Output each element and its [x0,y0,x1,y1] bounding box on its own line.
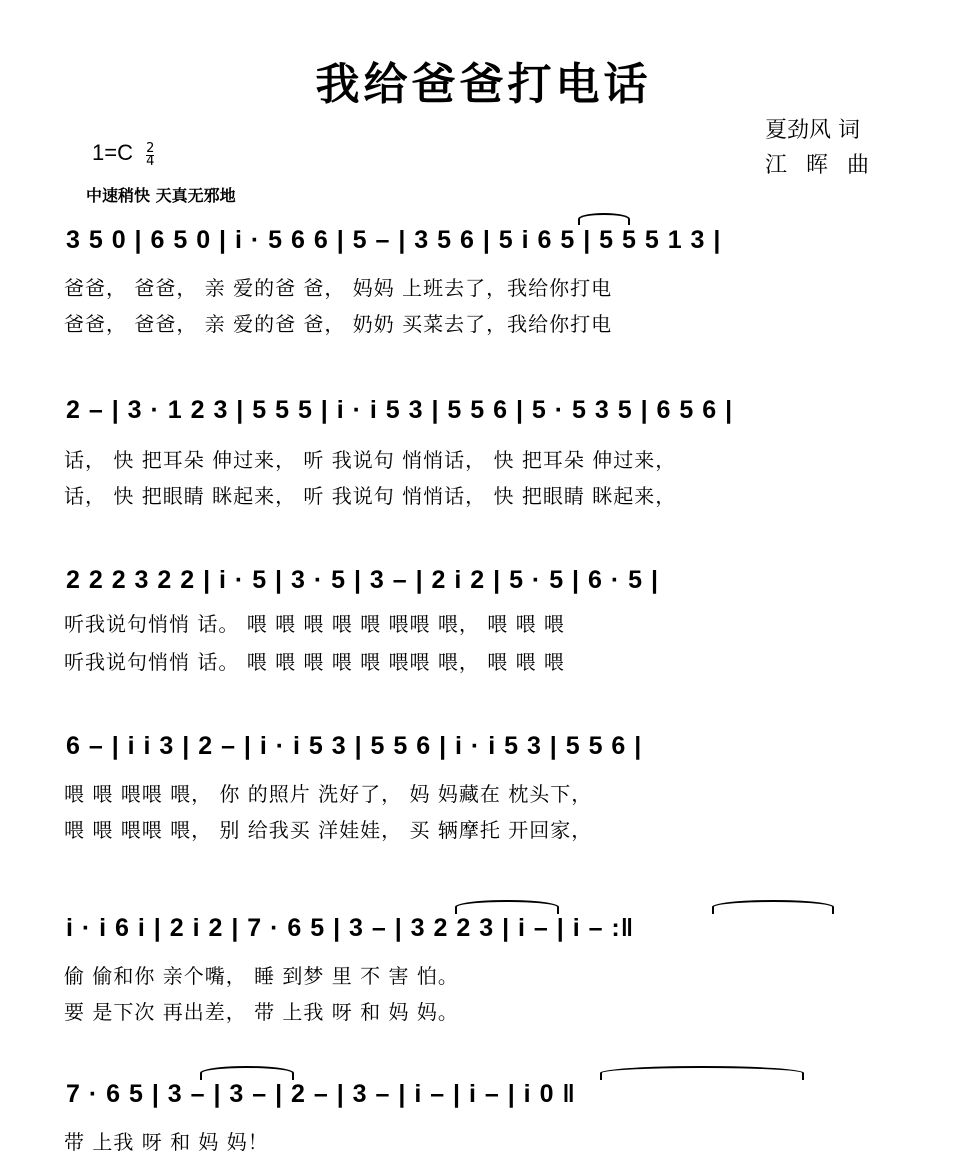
tie-slur [578,213,630,225]
song-title: 我给爸爸打电话 [315,59,652,110]
notation-line-3: 2 2 2 3 2 2 | i · 5 | 3 · 5 | 3 – | 2 i 2 | 5 · 5 | 6 · 5 | [66,566,659,594]
lyrics-line-3-verse-2: 听我说句悄悄 话。 喂 喂 喂 喂 喂 喂喂 喂， 喂 喂 喂 [64,650,565,674]
lyrics-line-6-verse-1: 带 上我 呀 和 妈 妈！ [64,1130,269,1154]
lyrics-line-4-verse-2: 喂 喂 喂喂 喂， 别 给我买 洋娃娃， 买 辆摩托 开回家， [64,818,593,842]
lyrics-line-1-verse-1: 爸爸， 爸爸， 亲 爱的爸 爸， 妈妈 上班去了，我给你打电 [64,276,613,300]
tie-slur [600,1066,804,1080]
meter-top: 2 [146,141,155,156]
lyrics-line-2-verse-2: 话， 快 把眼睛 眯起来， 听 我说句 悄悄话， 快 把眼睛 眯起来， [64,484,677,508]
tie-slur [200,1066,294,1080]
time-signature [146,143,154,168]
key-signature [92,140,154,168]
lyrics-line-2-verse-1: 话， 快 把耳朵 伸过来， 听 我说句 悄悄话， 快 把耳朵 伸过来， [64,448,677,472]
meter-bottom: 4 [146,154,155,169]
key-label: 1=C [92,140,133,165]
notation-line-6: 7 · 6 5 | 3 – | 3 – | 2 – | 3 – | i – | i – | i 0 ‖ [66,1080,576,1108]
tempo-marking: 中速稍快 天真无邪地 [86,186,236,205]
lyrics-line-4-verse-1: 喂 喂 喂喂 喂， 你 的照片 洗好了， 妈 妈藏在 枕头下， [64,782,593,806]
notation-line-1: 3 5 0 | 6 5 0 | i · 5 6 6 | 5 – | 3 5 6 | 5 i 6 5 | 5 5 5 1 3 | [66,226,722,254]
lyrics-line-1-verse-2: 爸爸， 爸爸， 亲 爱的爸 爸， 奶奶 买菜去了，我给你打电 [64,312,613,336]
tie-slur [712,900,834,914]
notation-line-5: i · i 6 i | 2 i 2 | 7 · 6 5 | 3 – | 3 2 2 3 | i – | i – :‖ [66,914,635,942]
lyrics-line-5-verse-1: 偷 偷和你 亲个嘴， 睡 到梦 里 不 害 怕。 [64,964,459,988]
notation-line-2: 2 – | 3 · 1 2 3 | 5 5 5 | i · i 5 3 | 5 5 6 | 5 · 5 3 5 | 6 5 6 | [66,396,734,424]
notation-line-4: 6 – | i i 3 | 2 – | i · i 5 3 | 5 5 6 | i · i 5 3 | 5 5 6 | [66,732,643,760]
lyrics-line-5-verse-2: 要 是下次 再出差， 带 上我 呀 和 妈 妈。 [64,1000,459,1024]
lyrics-line-3-verse-1: 听我说句悄悄 话。 喂 喂 喂 喂 喂 喂喂 喂， 喂 喂 喂 [64,612,565,636]
tie-slur [455,900,559,914]
composer-credit: 江 晖 曲 [765,153,875,178]
lyricist-credit: 夏劲风 词 [765,118,860,143]
